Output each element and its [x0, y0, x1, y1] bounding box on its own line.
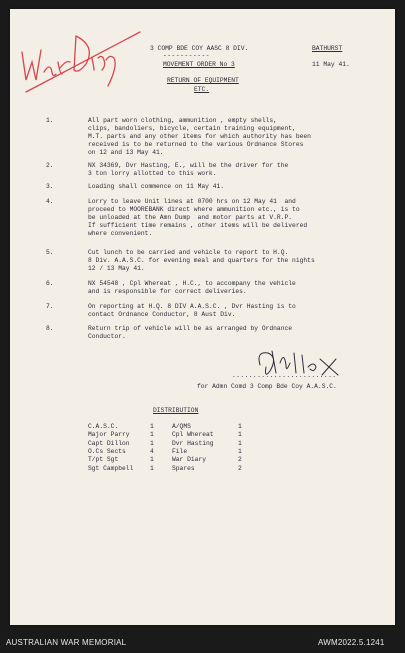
- paragraph-text: Loading shall commence on 11 May 41.: [88, 183, 225, 190]
- distribution-recipient: Dvr Hasting: [172, 439, 214, 447]
- distribution-quantity: 1: [150, 456, 154, 464]
- distribution-recipient: Cpl Whereat: [172, 431, 214, 439]
- distribution-quantity: 1: [150, 439, 154, 447]
- signature-dotted-line: .........................: [232, 372, 337, 379]
- unit-heading: 3 COMP BDE COY AASC 8 DIV.: [150, 45, 249, 52]
- paragraph-text: All part worn clothing, ammunition , empty shells, clips, bandoliers, bicycle, certain training equipment, M.T. parts and any other items for which authority has been received is to be returned to the various Ordnance Stores on 12 and 13 May 41.: [88, 117, 311, 157]
- distribution-recipient: O.Cs Sects: [88, 447, 126, 455]
- footer-institution: AUSTRALIAN WAR MEMORIAL: [6, 638, 127, 647]
- subject-line-1: RETURN OF EQUIPMENT: [167, 77, 239, 84]
- paragraph-text: Return trip of vehicle will be as arranged by Ordnance Conductor.: [88, 325, 293, 341]
- paragraph-number: 6.: [46, 280, 54, 287]
- paragraph-text: NX 54548 , Cpl Whereat , H.C., to accompany the vehicle and is responsible for correct deliveries.: [88, 280, 296, 296]
- paragraph-text: Cut lunch to be carried and vehicle to report to H.Q. 8 Div. A.A.S.C. for evening meal and quarters for the nights 12 / 13 May 41.: [88, 249, 315, 273]
- distribution-recipient: Major Parry: [88, 431, 130, 439]
- paragraph-number: 5.: [46, 249, 54, 256]
- distribution-recipient: A/QMS: [172, 423, 191, 430]
- distribution-quantity: 2: [238, 456, 242, 464]
- distribution-quantity: 1: [238, 431, 242, 439]
- distribution-quantity: 1: [150, 464, 154, 472]
- paragraph-text: NX 34369, Dvr Hasting, E., will be the driver for the 3 ton lorry allotted to this work.: [88, 162, 289, 178]
- distribution-recipient: Capt Dillon: [88, 439, 130, 447]
- order-title: MOVEMENT ORDER No 3: [163, 61, 235, 68]
- paragraph-text: On reporting at H.Q. 8 DIV A.A.S.C. , Dvr Hasting is to contact Ordnance Conductor, 8 Aust Div.: [88, 303, 296, 319]
- distribution-title: DISTRIBUTION: [153, 407, 199, 414]
- distribution-recipient: War Diary: [172, 456, 207, 464]
- signature-line: for Admn Comd 3 Comp Bde Coy A.A.S.C.: [197, 383, 337, 390]
- distribution-recipient: File: [172, 447, 188, 455]
- paragraph-number: 8.: [46, 325, 54, 332]
- paragraph-number: 7.: [46, 303, 54, 310]
- distribution-quantity: 1: [150, 423, 154, 430]
- war-diary-handwriting: [14, 22, 154, 102]
- paragraph-number: 1.: [46, 117, 54, 124]
- heading-rule: -----------: [163, 52, 211, 59]
- location: BATHURST: [312, 45, 343, 52]
- paragraph-text: Lorry to leave Unit lines at 0700 hrs on 12 May 41 and proceed to MOOREBANK direct where ammunition etc., is to be unloaded at the Amn Dump and motor parts at V.R.P. If sufficient time remains , other items will be delivered where convenient.: [88, 198, 308, 238]
- distribution-quantity: 4: [150, 447, 154, 455]
- paragraph-number: 2.: [46, 162, 54, 169]
- distribution-recipient: C.A.S.C.: [88, 423, 119, 430]
- distribution-quantity: 1: [238, 423, 242, 430]
- paragraph-number: 4.: [46, 198, 54, 205]
- footer-accession: AWM2022.5.1241: [318, 638, 385, 647]
- distribution-quantity: 1: [150, 431, 154, 439]
- distribution-recipient: Sgt Campbell: [88, 464, 134, 472]
- paragraph-number: 3.: [46, 183, 54, 190]
- distribution-recipient: T/pt Sgt: [88, 456, 119, 464]
- order-date: 11 May 41.: [312, 61, 350, 68]
- distribution-recipient: Spares: [172, 464, 195, 472]
- distribution-quantity: 2: [238, 464, 242, 472]
- distribution-quantity: 1: [238, 447, 242, 455]
- distribution-quantity: 1: [238, 439, 242, 447]
- subject-line-2: ETC.: [194, 86, 210, 93]
